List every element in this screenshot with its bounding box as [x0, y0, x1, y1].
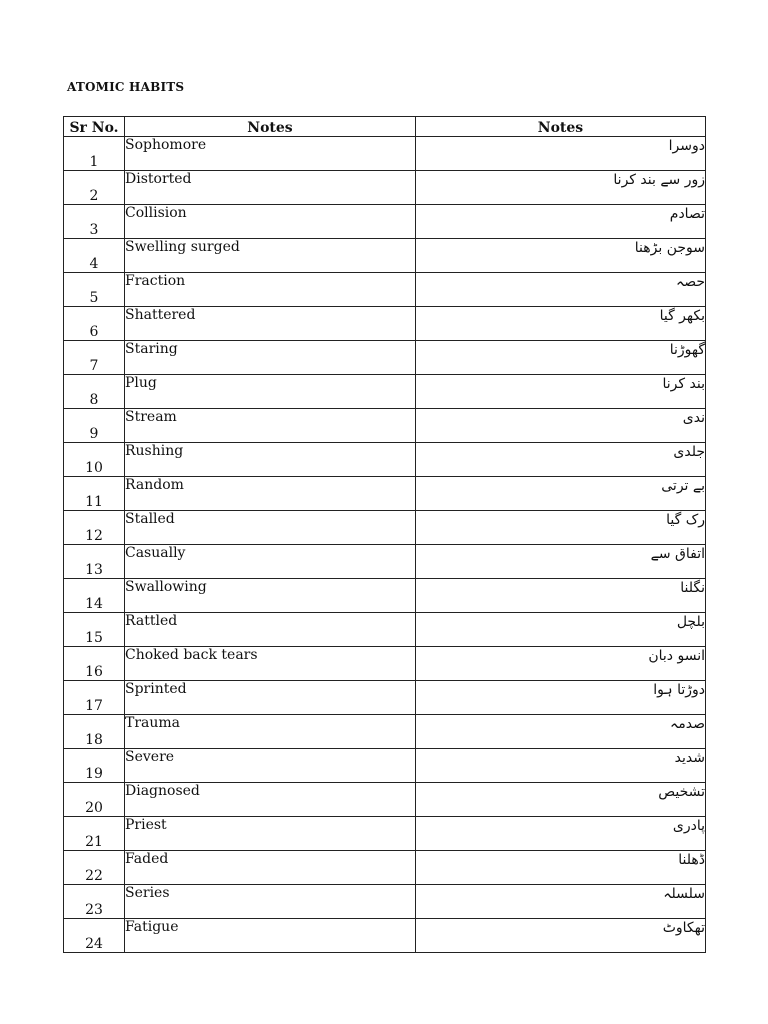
urdu-meaning-cell: ڈھلنا — [416, 851, 706, 885]
english-word-cell: Rushing — [125, 443, 416, 477]
urdu-meaning-cell: حصہ — [416, 273, 706, 307]
urdu-meaning-cell: شدید — [416, 749, 706, 783]
english-word-cell: Shattered — [125, 307, 416, 341]
serial-number-cell: 9 — [64, 409, 125, 443]
document-title: ATOMIC HABITS — [67, 80, 185, 94]
serial-number-cell: 18 — [64, 715, 125, 749]
urdu-meaning-cell: سوجن بڑھنا — [416, 239, 706, 273]
urdu-meaning-cell: دوسرا — [416, 137, 706, 171]
table-row — [64, 545, 706, 579]
serial-number-cell: 3 — [64, 205, 125, 239]
table-row — [64, 239, 706, 273]
english-word-cell: Trauma — [125, 715, 416, 749]
table-row — [64, 205, 706, 239]
table-row — [64, 307, 706, 341]
english-word-cell: Severe — [125, 749, 416, 783]
english-word-cell: Fraction — [125, 273, 416, 307]
serial-number-cell: 15 — [64, 613, 125, 647]
serial-number-cell: 12 — [64, 511, 125, 545]
table-row — [64, 681, 706, 715]
serial-number-cell: 7 — [64, 341, 125, 375]
serial-number-cell: 13 — [64, 545, 125, 579]
vocabulary-table — [63, 116, 706, 953]
english-word-cell: Stalled — [125, 511, 416, 545]
serial-number-cell: 10 — [64, 443, 125, 477]
serial-number-cell: 14 — [64, 579, 125, 613]
table-row — [64, 783, 706, 817]
serial-number-cell: 16 — [64, 647, 125, 681]
table-row — [64, 715, 706, 749]
serial-number-cell: 17 — [64, 681, 125, 715]
english-word-cell: Sprinted — [125, 681, 416, 715]
english-word-cell: Diagnosed — [125, 783, 416, 817]
serial-number-cell: 4 — [64, 239, 125, 273]
header-urdu-notes: Notes — [416, 117, 706, 137]
table-row — [64, 885, 706, 919]
english-word-cell: Series — [125, 885, 416, 919]
table-row — [64, 919, 706, 953]
table-row — [64, 647, 706, 681]
table-row — [64, 443, 706, 477]
table-row — [64, 137, 706, 171]
serial-number-cell: 8 — [64, 375, 125, 409]
table-row — [64, 341, 706, 375]
serial-number-cell: 5 — [64, 273, 125, 307]
table-header-row — [64, 117, 706, 137]
english-word-cell: Distorted — [125, 171, 416, 205]
urdu-meaning-cell: رک گیا — [416, 511, 706, 545]
serial-number-cell: 2 — [64, 171, 125, 205]
english-word-cell: Swallowing — [125, 579, 416, 613]
urdu-meaning-cell: انسو دبان — [416, 647, 706, 681]
serial-number-cell: 19 — [64, 749, 125, 783]
urdu-meaning-cell: سلسلہ — [416, 885, 706, 919]
table-row — [64, 817, 706, 851]
urdu-meaning-cell: بند کرنا — [416, 375, 706, 409]
serial-number-cell: 20 — [64, 783, 125, 817]
table-row — [64, 749, 706, 783]
urdu-meaning-cell: بلچل — [416, 613, 706, 647]
table-body — [64, 137, 706, 953]
urdu-meaning-cell: اتفاق سے — [416, 545, 706, 579]
table-row — [64, 511, 706, 545]
serial-number-cell: 22 — [64, 851, 125, 885]
english-word-cell: Random — [125, 477, 416, 511]
serial-number-cell: 11 — [64, 477, 125, 511]
header-english-notes: Notes — [125, 117, 416, 137]
english-word-cell: Staring — [125, 341, 416, 375]
table-row — [64, 477, 706, 511]
english-word-cell: Choked back tears — [125, 647, 416, 681]
table-row — [64, 273, 706, 307]
urdu-meaning-cell: نگلنا — [416, 579, 706, 613]
serial-number-cell: 23 — [64, 885, 125, 919]
english-word-cell: Rattled — [125, 613, 416, 647]
header-serial-number: Sr No. — [64, 117, 125, 137]
serial-number-cell: 24 — [64, 919, 125, 953]
urdu-meaning-cell: تصادم — [416, 205, 706, 239]
urdu-meaning-cell: ندی — [416, 409, 706, 443]
table-row — [64, 851, 706, 885]
urdu-meaning-cell: پادری — [416, 817, 706, 851]
serial-number-cell: 1 — [64, 137, 125, 171]
urdu-meaning-cell: گھوڑنا — [416, 341, 706, 375]
table-row — [64, 375, 706, 409]
serial-number-cell: 6 — [64, 307, 125, 341]
urdu-meaning-cell: صدمہ — [416, 715, 706, 749]
english-word-cell: Casually — [125, 545, 416, 579]
urdu-meaning-cell: تھکاوٹ — [416, 919, 706, 953]
table-row — [64, 579, 706, 613]
english-word-cell: Swelling surged — [125, 239, 416, 273]
english-word-cell: Stream — [125, 409, 416, 443]
urdu-meaning-cell: تشخیص — [416, 783, 706, 817]
english-word-cell: Collision — [125, 205, 416, 239]
urdu-meaning-cell: زور سے بند کرنا — [416, 171, 706, 205]
table-row — [64, 171, 706, 205]
urdu-meaning-cell: بکھر گیا — [416, 307, 706, 341]
english-word-cell: Priest — [125, 817, 416, 851]
english-word-cell: Faded — [125, 851, 416, 885]
table-row — [64, 409, 706, 443]
english-word-cell: Plug — [125, 375, 416, 409]
english-word-cell: Sophomore — [125, 137, 416, 171]
serial-number-cell: 21 — [64, 817, 125, 851]
urdu-meaning-cell: دوڑتا ہوا — [416, 681, 706, 715]
urdu-meaning-cell: بے ترتی — [416, 477, 706, 511]
english-word-cell: Fatigue — [125, 919, 416, 953]
table-row — [64, 613, 706, 647]
urdu-meaning-cell: جلدی — [416, 443, 706, 477]
